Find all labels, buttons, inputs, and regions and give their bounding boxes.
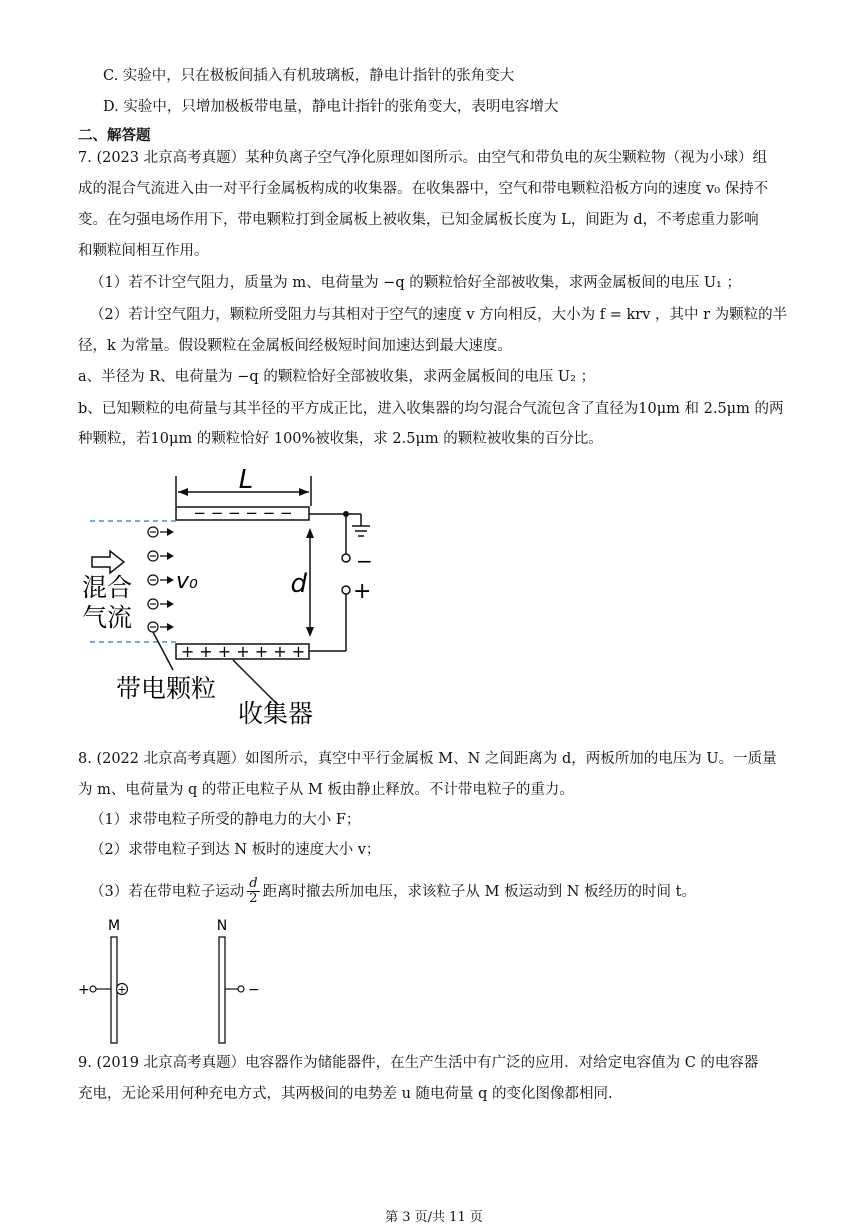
q7-part-a: a、半径为 R、电荷量为 −q 的颗粒恰好全部被收集，求两金属板间的电压 U₂ ； bbox=[78, 369, 596, 385]
collector-label: 收集器 bbox=[238, 699, 314, 728]
inflow-arrow-icon bbox=[92, 551, 124, 573]
q7-part2-a: （2）若计空气阻力，颗粒所受阻力与其相对于空气的速度 v 方向相反，大小为 f = krv ，其中 r 为颗粒的半 bbox=[90, 307, 788, 323]
q7-part1: （1）若不计空气阻力，质量为 m、电荷量为 −q 的颗粒恰好全部被收集，求两金属板间的电压 U₁ ； bbox=[90, 275, 741, 291]
q8-part3-post: 距离时撤去所加电压，求该粒子从 M 板运动到 N 板经历的时间 t。 bbox=[262, 883, 696, 900]
label-L: L bbox=[238, 465, 254, 495]
q8-part3 bbox=[90, 877, 696, 906]
label-M: M bbox=[107, 918, 121, 934]
q8-part1: （1）求带电粒子所受的静电力的大小 F； bbox=[90, 812, 361, 828]
q7-part-b2: 种颗粒，若10μm 的颗粒恰好 100%被收集，求 2.5μm 的颗粒被收集的百分比。 bbox=[78, 431, 603, 447]
page-footer: 第 3 页/共 11 页 bbox=[385, 1210, 483, 1225]
M-plus-sign: + bbox=[78, 982, 90, 998]
mixed-flow-label-2: 气流 bbox=[82, 603, 133, 632]
plates-figure bbox=[76, 915, 276, 1051]
terminal-plus: + bbox=[353, 579, 372, 604]
mixed-flow-label-1: 混合 bbox=[82, 573, 133, 602]
N-minus-sign: − bbox=[248, 982, 260, 998]
positive-signs: + + + + + + + bbox=[180, 642, 306, 661]
q9-line2: 充电，无论采用何种充电方式，其两极间的电势差 u 随电荷量 q 的变化图像都相同. bbox=[78, 1086, 613, 1102]
terminal-minus: − bbox=[356, 549, 373, 573]
q7-line3: 变。在匀强电场作用下，带电颗粒打到金属板上被收集，已知金属板长度为 L，间距为 d，不考虑重力影响 bbox=[78, 212, 759, 228]
negative-signs: − − − − − − bbox=[193, 504, 293, 522]
collector-figure bbox=[78, 460, 398, 734]
plate-N bbox=[219, 937, 225, 1043]
q9-line1: 9. (2019 北京高考真题）电容器作为储能器件，在生产生活中有广泛的应用．对给定电容值为 C 的电容器 bbox=[78, 1055, 759, 1071]
particle-sign: + bbox=[117, 983, 127, 996]
negative-terminal bbox=[342, 554, 350, 562]
option-c: C. 实验中，只在极板间插入有机玻璃板，静电计指针的张角变大 bbox=[103, 68, 515, 84]
fraction-numerator: d bbox=[249, 876, 258, 891]
label-N: N bbox=[216, 918, 228, 934]
q7-line1: 7. (2023 北京高考真题）某种负离子空气净化原理如图所示。由空气和带负电的灰尘颗粒物（视为小球）组 bbox=[78, 150, 768, 166]
charged-particle-label: 带电颗粒 bbox=[116, 674, 217, 703]
charged-particles bbox=[148, 527, 174, 632]
fraction-d-over-2 bbox=[247, 877, 259, 906]
q8-line2: 为 m、电荷量为 q 的带正电粒子从 M 板由静止释放。不计带电粒子的重力。 bbox=[78, 782, 574, 798]
q7-line2: 成的混合气流进入由一对平行金属板构成的收集器。在收集器中，空气和带电颗粒沿板方向的速度 v₀ 保持不 bbox=[78, 181, 769, 197]
q8-part2: （2）求带电粒子到达 N 板时的速度大小 v； bbox=[90, 842, 381, 858]
q8-part3-pre: （3）若在带电粒子运动 bbox=[90, 883, 245, 900]
q7-part-b1: b、已知颗粒的电荷量与其半径的平方成正比，进入收集器的均匀混合气流包含了直径为10μm 和 2.5μm 的两 bbox=[78, 401, 784, 417]
option-d: D. 实验中，只增加极板带电量，静电计指针的张角变大，表明电容增大 bbox=[103, 99, 559, 115]
label-v0: v₀ bbox=[176, 569, 198, 594]
q7-part2-b: 径，k 为常量。假设颗粒在金属板间经极短时间加速达到最大速度。 bbox=[78, 338, 512, 354]
positive-terminal bbox=[342, 586, 350, 594]
section-heading: 二、解答题 bbox=[78, 127, 151, 144]
fraction-denominator: 2 bbox=[249, 891, 258, 906]
q8-line1: 8. (2022 北京高考真题）如图所示，真空中平行金属板 M、N 之间距离为 d，两板所加的电压为 U。一质量 bbox=[78, 751, 777, 767]
q7-line4: 和颗粒间相互作用。 bbox=[78, 243, 209, 259]
label-d: d bbox=[290, 569, 307, 599]
